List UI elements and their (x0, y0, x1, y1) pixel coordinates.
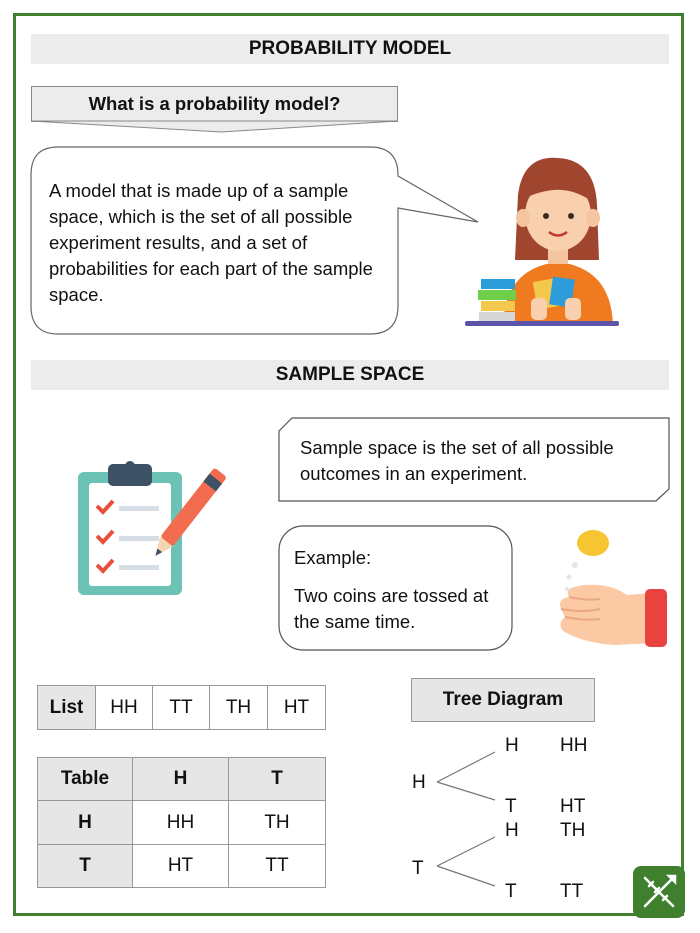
table-cell: HH (132, 800, 229, 845)
table-col-header: H (132, 757, 229, 801)
example-label: Example: (294, 547, 372, 568)
table-col-header: T (228, 757, 326, 801)
sample-space-def-text: Sample space is the set of all possible outcomes in an experiment. (300, 437, 614, 484)
tree-diagram-title: Tree Diagram (411, 678, 595, 722)
tree-root: T (412, 858, 424, 879)
section-title-sample-space: SAMPLE SPACE (31, 360, 669, 390)
tree-result: TT (560, 881, 584, 902)
definition-text: A model that is made up of a sample space, which is the set of all possible experiment results, and a set of probabilities for each part of the sample space. (49, 180, 373, 305)
tree-second: T (505, 796, 517, 817)
tree-second: T (505, 881, 517, 902)
table-cell: TT (228, 844, 326, 888)
list-item: TT (152, 685, 210, 730)
list-item: TH (209, 685, 268, 730)
list-item: HT (267, 685, 326, 730)
list-item: HH (95, 685, 153, 730)
table-cell: TH (228, 800, 326, 845)
question-box: What is a probability model? (31, 86, 398, 122)
table-corner: Table (37, 757, 133, 801)
tree-second: H (505, 820, 519, 841)
tree-result: TH (560, 820, 586, 841)
tree-result: HH (560, 735, 588, 756)
page-title: PROBABILITY MODEL (31, 34, 669, 64)
list-header: List (37, 685, 96, 730)
tree-root: H (412, 772, 426, 793)
tree-result: HT (560, 796, 586, 817)
table-row-header: H (37, 800, 133, 845)
table-cell: HT (132, 844, 229, 888)
example-text: Two coins are tossed at the same time. (294, 585, 489, 632)
table-row-header: T (37, 844, 133, 888)
logo-icon (633, 866, 685, 918)
tree-second: H (505, 735, 519, 756)
